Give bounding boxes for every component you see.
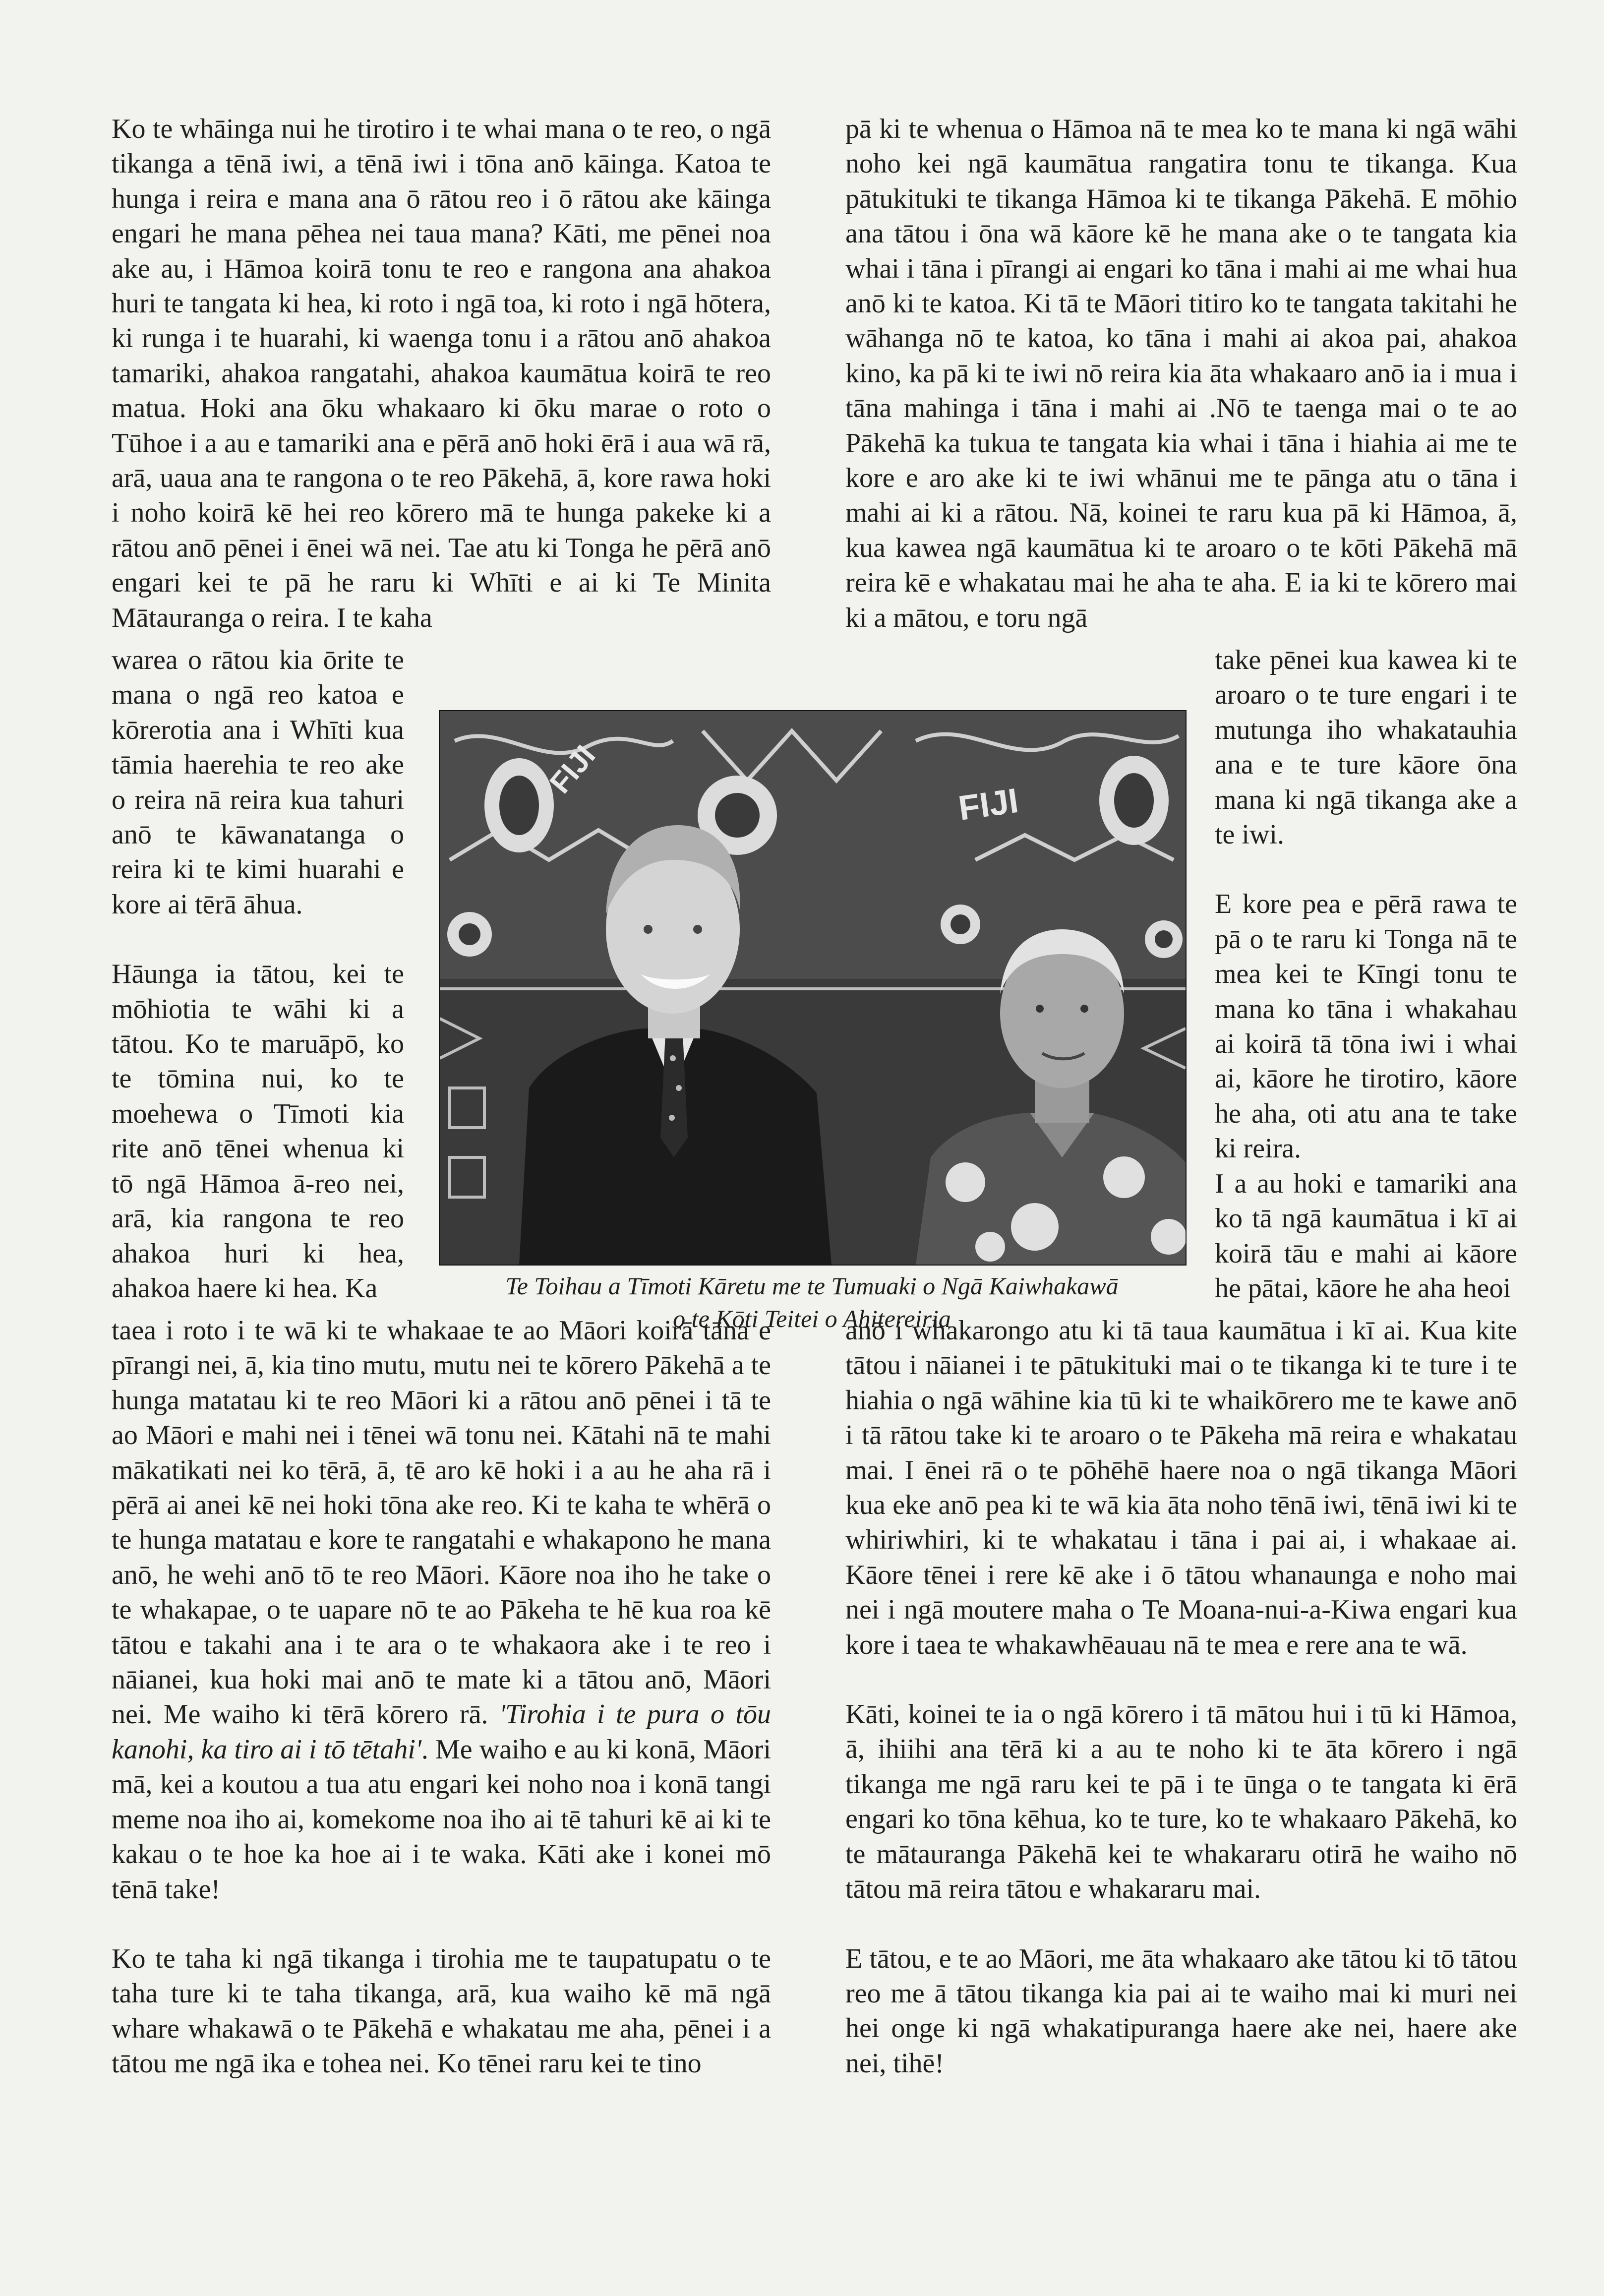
left-para-2-bottom: taea i roto i te wā ki te whakaae te ao Māori koirā tāna e pīrangi nei, ā, kia tino mutu, mutu nei te kōrero Pākehā a te hunga matatau ki te reo Māori ki a rātou anō pēnei i tā te ao Māori e mahi nei i tēnei wā tonu nei. Kātahi nā te mahi mākatikati nei ko tērā, ā, tē aro kē hoki i a au he aha rā i pērā ai anei kē nei hoki tōna ake reo. Ki te kaha te whērā o te hunga matatau e kore te rangatahi e whakapono he mana anō, he wehi anō tō te reo Māori. Kāore noa iho he take o te whakapae, o te uapare nō te ao Pākeha te hē kua roa kē tātou e takahi ana i te ara o te whakaora ake i te reo i nāianei, kua hoki mai anō te mate ki a tātou anō, Māori nei. Me waiho ki tērā kōrero rā. 'Tirohia i te pura o tōu kanohi, ka tiro ai i tō tētahi'. Me waiho e au ki konā, Māori mā, kei a koutou a tua atu engari kei noho noa i konā tangi meme noa iho ai, komekome noa iho ai tē tahuri kē ai ki te kakau o te hoe ka hoe ai i te waka. Kāti ake i konei mō tēnā take! Ko te taha ki ngā tikanga i tirohia me te taupatupatu o te taha ture ki te taha tikanga, arā, kua waiho kē mā ngā whare whakawā o te Pākehā e whakatau me aha, pēnei i a tātou me ngā ika e tohea nei. Ko tēnei raru kei te tino — [112, 1315, 772, 2079]
right-para-beside-photo: take pēnei kua kawea ki te aroaro o te ture engari i te mutunga iho whakatauhia ana e te ture kāore ōna mana ki ngā tikanga ake a te iwi. E kore pea e pērā rawa te pā o te raru ki Tonga nā te mea kei te Kīngi tonu te mana ko tāna i whakahau ai koirā tā tōna iwi i whai ai, kāore he tirotiro, kāore he aha, oti atu ana te take ki reira. I a au hoki e tamariki ana ko tā ngā kaumātua i kī ai koirā tāu e mahi ai kāore he pātai, kāore he aha heoi — [1215, 645, 1517, 1304]
photo-two-men-fiji-backdrop — [439, 710, 1187, 1266]
fiji-banner-text-right: FIJI — [956, 781, 1021, 828]
fiji-banner-text-left: FIJI — [543, 739, 602, 800]
left-para-1-top: Ko te whāinga nui he tirotiro i te whai mana o te reo, o ngā tikanga a tēnā iwi, a tēnā iwi i tōna anō kāinga. Katoa te hunga i reira e mana ana ō rātou reo i ō rātou ake kāinga engari he mana pēhea nei taua mana? Kāti, me pēnei noa ake au, i Hāmoa koirā tonu te reo e rangona ana ahakoa huri te tangata ki hea, ki roto i ngā toa, ki roto i ngā hōtera, ki runga i te huarahi, ki waenga tonu i a rātou anō ahakoa tamariki, ahakoa rangatahi, ahakoa kaumātua koirā te reo matua. Hoki ana ōku whakaaro ki ōku marae o roto o Tūhoe i a au e tamariki ana e pērā anō hoki ērā i aua wā rā, arā, uaua ana te rangona o te reo Pākehā, ā, kore rawa hoki i noho koirā kē hei reo kōrero mā te hunga pakeke ki a rātou anō pēnei i ēnei wā nei. Tae atu ki Tonga he pērā anō engari kei te pā he raru ki Whīti e ai ki Te Minita Mātauranga o reira. I te kaha — [112, 114, 771, 633]
photo-caption — [426, 1269, 1197, 1335]
caption-line-1: Te Toihau a Tīmoti Kāretu me te Tumuaki o Ngā Kaiwhakawā — [505, 1272, 1119, 1300]
right-para-bottom: anō i whakarongo atu ki tā taua kaumātua i kī ai. Kua kite tātou i nāianei i te pātukituki mai o te tikanga ki te ture i te hiahia o ngā wāhine kia tū ki te whaikōrero me te kawe anō i tā rātou take ki te aroaro o te Pākeha mā reira e whakatau mai. I ēnei rā o te pōhēhē haere noa o ngā tikanga Māori kua eke anō pea ki te wā kia āta noho tēnā iwi, tēnā iwi ki te whiriwhiri, ki te whakatau i tāna i pai ai, i whakaae ai. Kāore tēnei i rere kē ake i ō tātou whanaunga e noho mai nei i ngā moutere maha o Te Moana-nui-a-Kiwa engari kua kore i taea te whakawhēauau nā te mea e rere ana te wā. Kāti, koinei te ia o ngā kōrero i tā mātou hui i tū ki Hāmoa, ā, ihiihi ana tērā ki a au te noho ki te āta kōrero i ngā tikanga me ngā raru kei te pā i te ūnga o te tangata ki ērā engari ko tōna kēhua, ko te ture, ko te whakaaro Pākehā, ko te mātauranga Pākehā kei te whakararu otirā he waiho nō tātou mā reira tātou e whakararu mai. E tātou, e te ao Māori, me āta whakaaro ake tātou ki tō tātou reo me ā tātou tikanga kia pai ai te waiho mai ki muri nei hei onge ki ngā whakatipuranga haere ake nei, haere ake nei, tihē! — [845, 1315, 1517, 2079]
right-para-1-top: pā ki te whenua o Hāmoa nā te mea ko te mana ki ngā wāhi noho kei ngā kaumātua rangatira tonu te tikanga. Kua pātukituki te tikanga Hāmoa ki te tikanga Pākehā. E mōhio ana tātou i ōna wā kāore kē he mana ake o te tangata kia whai i tāna i pīrangi ai engari ko tāna i mahi ai me whai hua anō ki te katoa. Ki tā te Māori titiro ko te tangata takitahi he wāhanga nō te katoa, ko tāna i mahi ai akoa pai, ahakoa kino, ka pā ki te iwi nō reira kia āta whakaaro anō ia i mua i tāna mahinga i tāna i mahi ai .Nō te taenga mai o te ao Pākehā ka tukua te tangata kia whai i tāna i hiahia ai me te kore e aro ake ki te iwi whānui me te pānga atu o tāna i mahi ai ki a rātou. Nā, koinei te raru kua pā ki Hāmoa, ā, kua kawea ngā kaumātua ki te aroaro o te kōti Pākehā mā reira kē e whakatau mai he aha te aha. E ia ki te kōrero mai ki a mātou, e toru ngā — [845, 114, 1517, 633]
maori-proverb-quote: 'Tirohia i te pura o tōu kanohi, ka tiro ai i tō tētahi' — [112, 1699, 772, 1765]
caption-line-2: o te Kōti Teitei o Ahitereiria — [673, 1305, 951, 1332]
left-para-1-beside-photo: warea o rātou kia ōrite te mana o ngā reo katoa e kōrerotia ana i Whīti kua tāmia haerehia te reo ake o reira nā reira kua tahuri anō te kāwanatanga o reira ki te kimi huarahi e kore ai tērā āhua. Hāunga ia tātou, kei te mōhiotia te wāhi ki a tātou. Ko te maruāpō, ko te tōmina nui, ko te moehewa o Tīmoti kia rite anō tēnei whenua ki tō ngā Hāmoa ā-reo nei, arā, kia rangona te reo ahakoa huri ki hea, ahakoa haere ki hea. Ka — [112, 645, 404, 1304]
